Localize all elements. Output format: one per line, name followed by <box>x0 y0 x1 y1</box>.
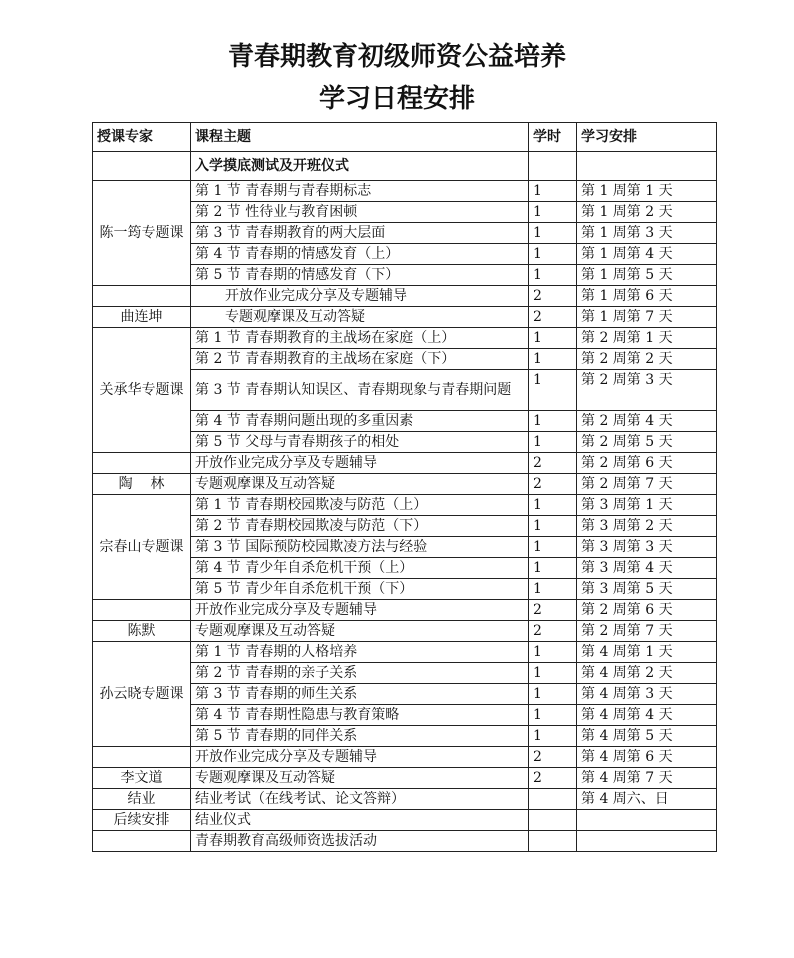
schedule-cell: 第 3 周第 5 天 <box>577 579 717 600</box>
topic-cell: 第 5 节 青春期的情感发育（下） <box>191 265 529 286</box>
hours-cell: 2 <box>529 307 577 328</box>
topic-cell: 第 2 节 青春期的亲子关系 <box>191 663 529 684</box>
hours-cell: 1 <box>529 328 577 349</box>
schedule-cell: 第 4 周第 1 天 <box>577 642 717 663</box>
hours-cell: 1 <box>529 349 577 370</box>
topic-cell: 开放作业完成分享及专题辅导 <box>191 453 529 474</box>
expert-cell <box>93 286 191 307</box>
schedule-cell: 第 2 周第 4 天 <box>577 411 717 432</box>
schedule-cell: 第 2 周第 7 天 <box>577 621 717 642</box>
topic-cell: 第 2 节 性待业与教育困顿 <box>191 202 529 223</box>
hours-cell: 1 <box>529 370 577 411</box>
hours-cell <box>529 152 577 181</box>
schedule-cell: 第 1 周第 2 天 <box>577 202 717 223</box>
table-row <box>93 789 717 810</box>
table-row <box>93 152 717 181</box>
schedule-cell: 第 4 周第 4 天 <box>577 705 717 726</box>
hours-cell: 1 <box>529 516 577 537</box>
hours-cell: 1 <box>529 705 577 726</box>
expert-cell: 李文道 <box>93 768 191 789</box>
schedule-cell: 第 2 周第 6 天 <box>577 453 717 474</box>
hours-cell: 1 <box>529 579 577 600</box>
schedule-cell: 第 4 周第 5 天 <box>577 726 717 747</box>
topic-cell: 开放作业完成分享及专题辅导 <box>191 600 529 621</box>
topic-cell: 第 1 节 青春期校园欺凌与防范（上） <box>191 495 529 516</box>
expert-cell: 曲连坤 <box>93 307 191 328</box>
table-row <box>93 453 717 474</box>
hours-cell: 2 <box>529 286 577 307</box>
schedule-cell: 第 1 周第 3 天 <box>577 223 717 244</box>
hours-cell: 1 <box>529 684 577 705</box>
expert-cell <box>93 831 191 852</box>
schedule-cell: 第 3 周第 3 天 <box>577 537 717 558</box>
hours-cell: 1 <box>529 202 577 223</box>
table-row <box>93 286 717 307</box>
topic-cell: 第 1 节 青春期的人格培养 <box>191 642 529 663</box>
expert-cell <box>93 453 191 474</box>
topic-cell: 第 3 节 青春期认知误区、青春期现象与青春期问题 <box>191 370 529 411</box>
hours-cell: 1 <box>529 495 577 516</box>
table-row <box>93 600 717 621</box>
hours-cell <box>529 831 577 852</box>
hours-cell: 1 <box>529 244 577 265</box>
topic-cell: 第 2 节 青春期教育的主战场在家庭（下） <box>191 349 529 370</box>
schedule-cell <box>577 810 717 831</box>
table-row <box>93 495 717 516</box>
expert-cell: 陈默 <box>93 621 191 642</box>
hours-cell: 2 <box>529 768 577 789</box>
header-hours: 学时 <box>529 123 577 152</box>
hours-cell: 1 <box>529 265 577 286</box>
hours-cell: 1 <box>529 558 577 579</box>
table-row <box>93 181 717 202</box>
topic-cell: 第 5 节 青春期的同伴关系 <box>191 726 529 747</box>
schedule-cell: 第 2 周第 3 天 <box>577 370 717 411</box>
hours-cell: 1 <box>529 411 577 432</box>
hours-cell: 1 <box>529 642 577 663</box>
schedule-cell: 第 2 周第 1 天 <box>577 328 717 349</box>
schedule-cell <box>577 831 717 852</box>
schedule-cell: 第 3 周第 2 天 <box>577 516 717 537</box>
hours-cell: 2 <box>529 600 577 621</box>
topic-cell: 第 3 节 青春期教育的两大层面 <box>191 223 529 244</box>
topic-cell: 第 3 节 青春期的师生关系 <box>191 684 529 705</box>
topic-cell: 第 3 节 国际预防校园欺凌方法与经验 <box>191 537 529 558</box>
page-title: 青春期教育初级师资公益培养 <box>227 42 566 72</box>
schedule-cell: 第 4 周六、日 <box>577 789 717 810</box>
expert-cell: 陶 林 <box>93 474 191 495</box>
table-row <box>93 474 717 495</box>
expert-cell <box>93 747 191 768</box>
topic-cell: 第 1 节 青春期教育的主战场在家庭（上） <box>191 328 529 349</box>
table-header-row <box>93 123 717 152</box>
schedule-cell: 第 3 周第 1 天 <box>577 495 717 516</box>
topic-cell: 开放作业完成分享及专题辅导 <box>191 747 529 768</box>
topic-cell: 第 4 节 青春期的情感发育（上） <box>191 244 529 265</box>
expert-cell <box>93 152 191 181</box>
schedule-cell: 第 1 周第 1 天 <box>577 181 717 202</box>
schedule-cell: 第 3 周第 4 天 <box>577 558 717 579</box>
schedule-cell: 第 4 周第 7 天 <box>577 768 717 789</box>
expert-cell: 宗春山专题课 <box>93 495 191 600</box>
topic-cell: 专题观摩课及互动答疑 <box>191 621 529 642</box>
topic-cell: 第 5 节 青少年自杀危机干预（下） <box>191 579 529 600</box>
schedule-cell: 第 1 周第 5 天 <box>577 265 717 286</box>
expert-cell: 结业 <box>93 789 191 810</box>
schedule-cell: 第 2 周第 7 天 <box>577 474 717 495</box>
expert-cell: 孙云晓专题课 <box>93 642 191 747</box>
topic-cell: 第 5 节 父母与青春期孩子的相处 <box>191 432 529 453</box>
table-row <box>93 307 717 328</box>
schedule-cell: 第 4 周第 3 天 <box>577 684 717 705</box>
hours-cell: 2 <box>529 453 577 474</box>
table-row <box>93 642 717 663</box>
table-row <box>93 810 717 831</box>
table-row <box>93 328 717 349</box>
expert-cell: 陈一筠专题课 <box>93 181 191 286</box>
schedule-cell: 第 4 周第 2 天 <box>577 663 717 684</box>
topic-cell: 第 4 节 青春期性隐患与教育策略 <box>191 705 529 726</box>
table-row <box>93 747 717 768</box>
topic-cell: 专题观摩课及互动答疑 <box>191 768 529 789</box>
expert-cell <box>93 600 191 621</box>
topic-cell: 第 1 节 青春期与青春期标志 <box>191 181 529 202</box>
hours-cell <box>529 789 577 810</box>
page-subtitle: 学习日程安排 <box>318 84 475 114</box>
hours-cell: 2 <box>529 474 577 495</box>
topic-cell: 第 4 节 青春期问题出现的多重因素 <box>191 411 529 432</box>
hours-cell <box>529 810 577 831</box>
header-schedule: 学习安排 <box>577 123 717 152</box>
header-expert: 授课专家 <box>93 123 191 152</box>
topic-cell: 专题观摩课及互动答疑 <box>191 307 529 328</box>
topic-cell: 入学摸底测试及开班仪式 <box>191 152 529 181</box>
table-row <box>93 831 717 852</box>
schedule-table <box>92 122 717 852</box>
expert-cell: 关承华专题课 <box>93 328 191 453</box>
hours-cell: 1 <box>529 537 577 558</box>
hours-cell: 1 <box>529 726 577 747</box>
hours-cell: 1 <box>529 432 577 453</box>
topic-cell: 第 2 节 青春期校园欺凌与防范（下） <box>191 516 529 537</box>
hours-cell: 2 <box>529 621 577 642</box>
topic-cell: 第 4 节 青少年自杀危机干预（上） <box>191 558 529 579</box>
schedule-cell: 第 2 周第 2 天 <box>577 349 717 370</box>
schedule-cell: 第 1 周第 6 天 <box>577 286 717 307</box>
table-row <box>93 621 717 642</box>
schedule-cell: 第 4 周第 6 天 <box>577 747 717 768</box>
schedule-cell: 第 1 周第 7 天 <box>577 307 717 328</box>
topic-cell: 结业仪式 <box>191 810 529 831</box>
expert-cell: 后续安排 <box>93 810 191 831</box>
hours-cell: 1 <box>529 181 577 202</box>
topic-cell: 青春期教育高级师资选拔活动 <box>191 831 529 852</box>
topic-cell: 结业考试（在线考试、论文答辩） <box>191 789 529 810</box>
header-topic: 课程主题 <box>191 123 529 152</box>
hours-cell: 1 <box>529 663 577 684</box>
schedule-cell: 第 2 周第 5 天 <box>577 432 717 453</box>
schedule-cell: 第 2 周第 6 天 <box>577 600 717 621</box>
topic-cell: 专题观摩课及互动答疑 <box>191 474 529 495</box>
schedule-cell: 第 1 周第 4 天 <box>577 244 717 265</box>
schedule-cell <box>577 152 717 181</box>
hours-cell: 2 <box>529 747 577 768</box>
topic-cell: 开放作业完成分享及专题辅导 <box>191 286 529 307</box>
table-row <box>93 768 717 789</box>
hours-cell: 1 <box>529 223 577 244</box>
